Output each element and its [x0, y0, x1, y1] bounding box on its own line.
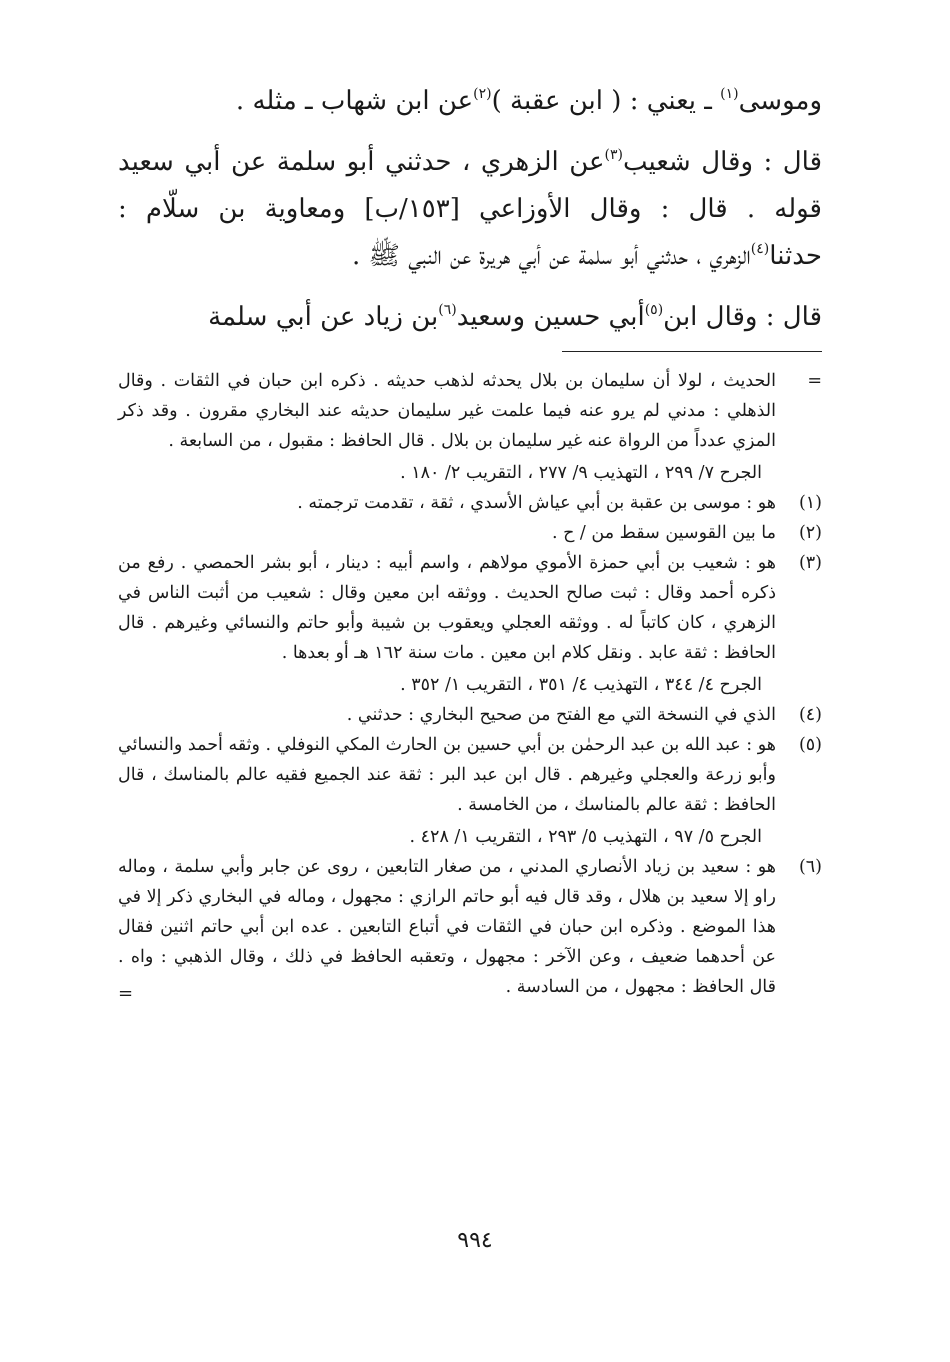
text-segment: ـ يعني : ( ابن عقبة )	[491, 86, 721, 116]
footnote-ref-2: (٢)	[473, 86, 492, 102]
main-paragraph-2	[118, 139, 822, 280]
footnote-separator	[562, 351, 822, 352]
footnote-number: (٢)	[798, 523, 822, 543]
footnote-reference: الجرح ٤/ ٣٤٤ ، التهذيب ٤/ ٣٥١ ، التقريب ١/ ٣٥٢ .	[400, 675, 762, 695]
footnote-text: هو : موسى بن عقبة بن أبي عياش الأسدي ، ثقة ، تقدمت ترجمته .	[297, 493, 776, 513]
continuation-mark-end: =	[118, 983, 134, 1004]
page-number: ٩٩٤	[457, 1228, 493, 1253]
footnote-text: هو : عبد الله بن عبد الرحمٰن بن أبي حسين بن الحارث المكي النوفلي . وثقه أحمد والنسائي وأبو زرعة والعجلي وغيرهم . قال ابن عبد البر : ثقة عند الجميع فقيه عالم بالمناسك ، قال الحافظ : ثقة عالم بالمناسك ، من الخامسة .	[118, 735, 776, 815]
footnote-reference: الجرح ٧/ ٢٩٩ ، التهذيب ٩/ ٢٧٧ ، التقريب ٢/ ١٨٠ .	[400, 463, 762, 483]
page	[118, 78, 822, 1362]
text-segment: قال : وقال ابن	[663, 302, 822, 332]
footnote-text: هو : سعيد بن زياد الأنصاري المدني ، من صغار التابعين ، روى عن جابر وأبي سلمة ، وماله راو إلا سعيد بن هلال ، وقد قال فيه أبو حاتم الرازي : مجهول ، وماله في البخاري ذكر إلا في هذا الموضع . وذكره ابن حبان في الثقات في أتباع التابعين . عده ابن أبي حاتم اثنين فقال عن أحدهما ضعيف ، وعن الآخر : مجهول ، وتعقبه الحافظ في ذلك ، وقال الذهبي : واه . قال الحافظ : مجهول ، من السادسة .	[118, 857, 776, 997]
text-segment: عن الزهري ، حدثني أبو سلمة عن أبي سعيد قوله . قال : وقال الأوزاعي [١٥٣/ب] ومعاوية بن سلّام : حدثنا	[118, 147, 822, 271]
main-paragraph-3	[118, 294, 822, 341]
footnote-number: (١)	[798, 493, 822, 513]
text-segment: وموسى	[738, 86, 822, 116]
footnote-number: (٦)	[798, 857, 822, 877]
text-segment: بن زياد عن أبي سلمة	[208, 302, 439, 332]
footnote-ref-6: (٦)	[438, 302, 457, 318]
footnote-text: الذي في النسخة التي مع الفتح من صحيح البخاري : حدثني .	[346, 705, 776, 725]
continuation-mark: =	[807, 371, 822, 391]
footnote-ref-1: (١)	[720, 86, 739, 102]
text-segment: أبي حسين وسعيد	[456, 302, 645, 332]
main-line-1	[118, 78, 822, 125]
footnote-1	[118, 488, 822, 518]
main-text	[118, 78, 822, 341]
footnote-text: الحديث ، لولا أن سليمان بن بلال يحدثه لذهب حديثه . ذكره ابن حبان في الثقات . وقال الذهلي : مدني لم يرو عنه فيما علمت غير سليمان حديثه عند البخاري مقرون . وقد ذكر المزي عدداً من الرواة عنه غير سليمان بن بلال . قال الحافظ : مقبول ، من السابعة .	[118, 371, 776, 451]
footnote-5	[118, 730, 822, 820]
footnote-2	[118, 518, 822, 548]
text-segment: قال : وقال شعيب	[623, 147, 823, 177]
footnote-3	[118, 548, 822, 668]
footnote-number: (٣)	[798, 553, 822, 573]
footnote-ref-5: (٥)	[644, 302, 664, 318]
text-segment: الزهري ، حدثني أبو سلمة عن أبي هريرة عن النبي ﷺ .	[352, 241, 751, 271]
footnote-continuation	[118, 366, 822, 456]
footnote-text: ما بين القوسين سقط من / ح .	[551, 523, 776, 543]
footnote-text: هو : شعيب بن أبي حمزة الأموي مولاهم ، واسم أبيه : دينار ، أبو بشر الحمصي . رفع من ذكره أحمد وقال : ثبت صالح الحديث . ووثقه ابن معين وقال : شعيب من أثبت الناس في الزهري ، كان كاتباً له . ووثقه العجلي ويعقوب بن شيبة وأبو حاتم والنسائي وغيرهم . قال الحافظ : ثقة عابد . ونقل كلام ابن معين . مات سنة ١٦٢ هـ أو بعدها .	[118, 553, 776, 663]
footnotes	[118, 366, 822, 1004]
text-segment: عن ابن شهاب ـ مثله .	[235, 86, 474, 116]
footnote-number: (٤)	[798, 705, 822, 725]
footnote-reference: الجرح ٥/ ٩٧ ، التهذيب ٥/ ٢٩٣ ، التقريب ١/ ٤٢٨ .	[409, 827, 762, 847]
footnote-4	[118, 700, 822, 730]
footnote-ref-3: (٣)	[604, 147, 624, 163]
footnote-6	[118, 852, 822, 1002]
footnote-ref-4: (٤)	[750, 241, 770, 257]
footnote-number: (٥)	[798, 735, 822, 755]
